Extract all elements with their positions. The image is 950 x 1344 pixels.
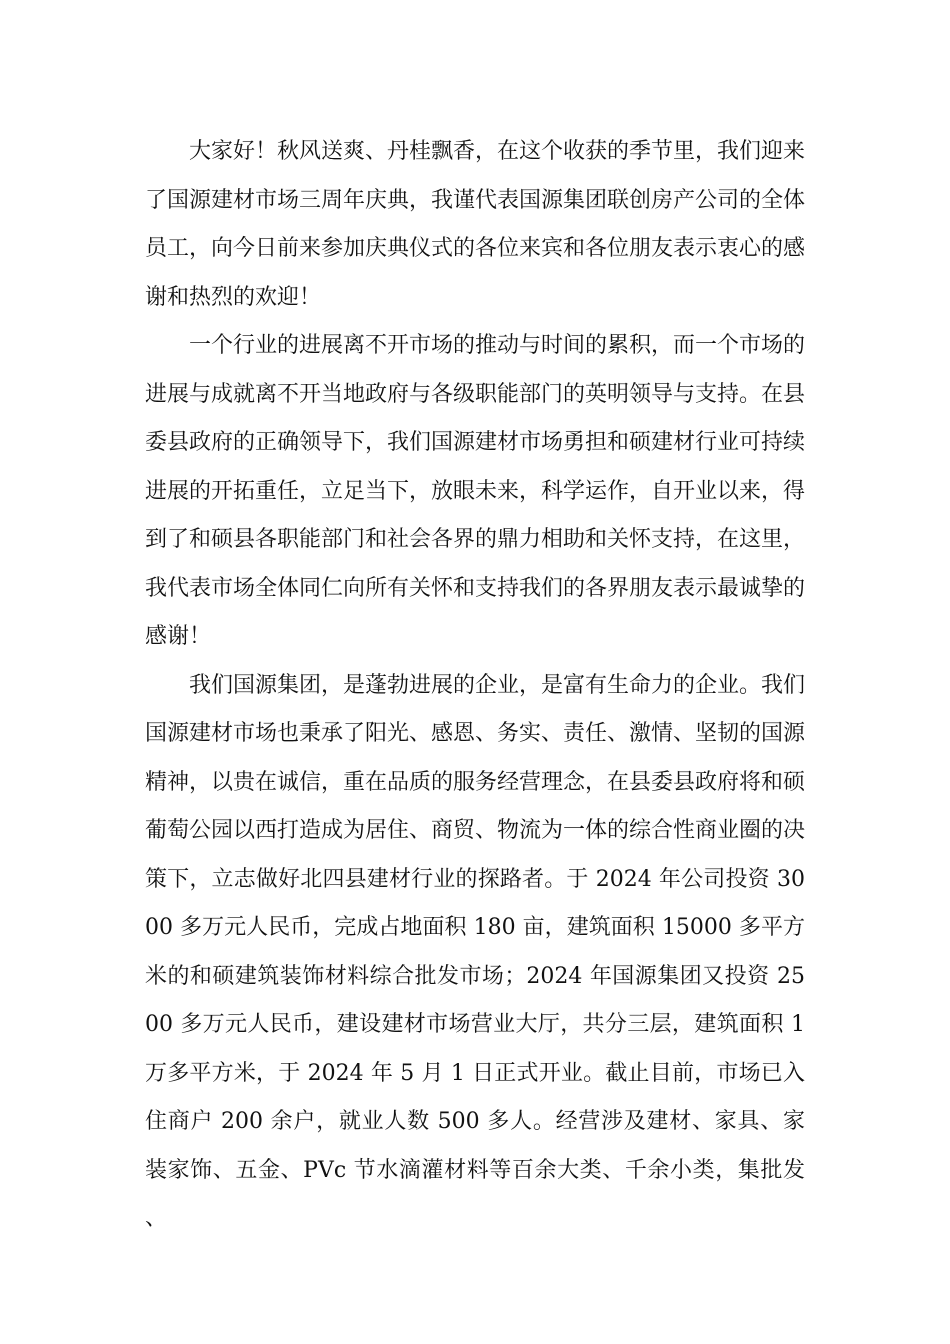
document-body (145, 128, 805, 1244)
paragraph-company-history: 我们国源集团，是蓬勃进展的企业，是富有生命力的企业。我们国源建材市场也秉承了阳光、感恩、务实、责任、激情、坚韧的国源精神，以贵在诚信，重在品质的服务经营理念，在县委县政府将和硕葡萄公园以西打造成为居住、商贸、物流为一体的综合性商业圈的决策下，立志做好北四县建材行业的探路者。于 2024 年公司投资 3000 多万元人民币，完成占地面积 180 亩，建筑面积 15000 多平方米的和硕建筑装饰材料综合批发市场；2024 年国源集团又投资 2500 多万元人民币，建设建材市场营业大厅，共分三层，建筑面积 1 万多平方米，于 2024 年 5 月 1 日正式开业。截止目前，市场已入住商户 200 余户，就业人数 500 多人。经营涉及建材、家具、家装家饰、五金、PVc 节水滴灌材料等百余大类、千余小类，集批发、 (145, 672, 806, 1231)
paragraph-greeting: 大家好！秋风送爽、丹桂飘香，在这个收获的季节里，我们迎来了国源建材市场三周年庆典，我谨代表国源集团联创房产公司的全体员工，向今日前来参加庆典仪式的各位来宾和各位朋友表示衷心的感谢和热烈的欢迎！ (145, 139, 806, 310)
paragraph-thanks: 一个行业的进展离不开市场的推动与时间的累积，而一个市场的进展与成就离不开当地政府与各级职能部门的英明领导与支持。在县委县政府的正确领导下，我们国源建材市场勇担和硕建材行业可持续进展的开拓重任，立足当下，放眼未来，科学运作，自开业以来，得到了和硕县各职能部门和社会各界的鼎力相助和关怀支持，在这里，我代表市场全体同仁向所有关怀和支持我们的各界朋友表示最诚挚的感谢！ (145, 333, 806, 649)
